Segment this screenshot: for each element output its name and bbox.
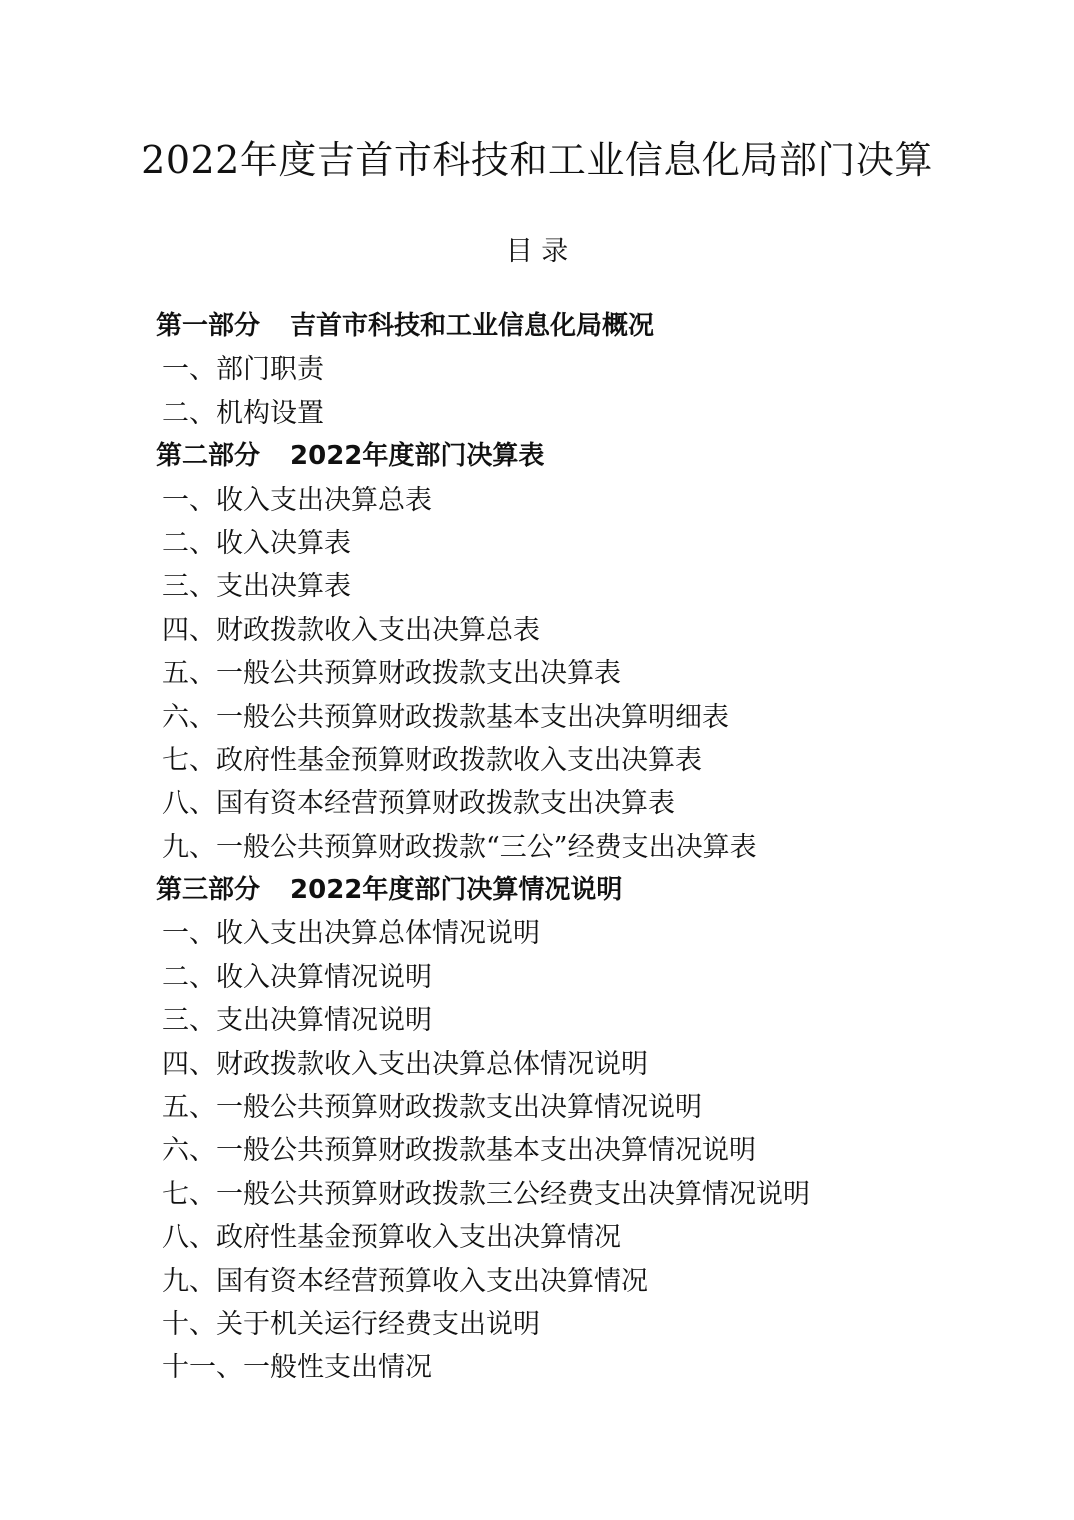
toc-item: 五、一般公共预算财政拨款支出决算表 xyxy=(162,658,621,690)
toc-part-3-label: 第三部分 xyxy=(156,875,261,906)
toc-item: 八、政府性基金预算收入支出决算情况 xyxy=(162,1222,621,1254)
toc-item: 三、支出决算情况说明 xyxy=(162,1005,432,1037)
toc-item: 六、一般公共预算财政拨款基本支出决算情况说明 xyxy=(162,1135,756,1167)
toc-item: 十一、一般性支出情况 xyxy=(162,1352,432,1384)
toc-item: 一、收入支出决算总表 xyxy=(162,484,432,516)
toc-item: 九、国有资本经营预算收入支出决算情况 xyxy=(162,1265,648,1297)
toc-part-1-title: 吉首市科技和工业信息化局概况 xyxy=(290,311,655,341)
toc-part-2-title: 2022年度部门决算表 xyxy=(290,441,545,472)
toc-part-2-label: 第二部分 xyxy=(156,441,261,472)
toc-part-2 xyxy=(156,435,1036,478)
toc-part-3-title: 2022年度部门决算情况说明 xyxy=(290,875,623,906)
toc-item: 二、收入决算表 xyxy=(162,527,351,559)
toc-item: 八、国有资本经营预算财政拨款支出决算表 xyxy=(162,788,675,820)
toc-part-1 xyxy=(156,305,1036,348)
toc-item: 六、一般公共预算财政拨款基本支出决算明细表 xyxy=(162,701,729,733)
toc-item: 二、收入决算情况说明 xyxy=(162,961,432,993)
toc-item: 十、关于机关运行经费支出说明 xyxy=(162,1308,540,1340)
toc-item: 七、政府性基金预算财政拨款收入支出决算表 xyxy=(162,744,702,776)
toc-item: 二、机构设置 xyxy=(162,397,324,429)
toc-item: 四、财政拨款收入支出决算总表 xyxy=(162,614,540,646)
toc-item: 一、收入支出决算总体情况说明 xyxy=(162,918,540,950)
toc-part-1-label: 第一部分 xyxy=(156,311,261,341)
document-title: 2022年度吉首市科技和工业信息化局部门决算 xyxy=(141,138,933,182)
toc-item: 三、支出决算表 xyxy=(162,571,351,603)
toc-item: 七、一般公共预算财政拨款三公经费支出决算情况说明 xyxy=(162,1178,810,1210)
toc-part-3 xyxy=(156,869,1036,912)
toc-item: 一、部门职责 xyxy=(162,354,324,386)
table-of-contents xyxy=(156,305,1036,1390)
toc-heading: 目 录 xyxy=(505,236,569,267)
toc-item: 五、一般公共预算财政拨款支出决算情况说明 xyxy=(162,1092,702,1124)
toc-item: 九、一般公共预算财政拨款“三公”经费支出决算表 xyxy=(162,831,757,863)
toc-item: 四、财政拨款收入支出决算总体情况说明 xyxy=(162,1048,648,1080)
